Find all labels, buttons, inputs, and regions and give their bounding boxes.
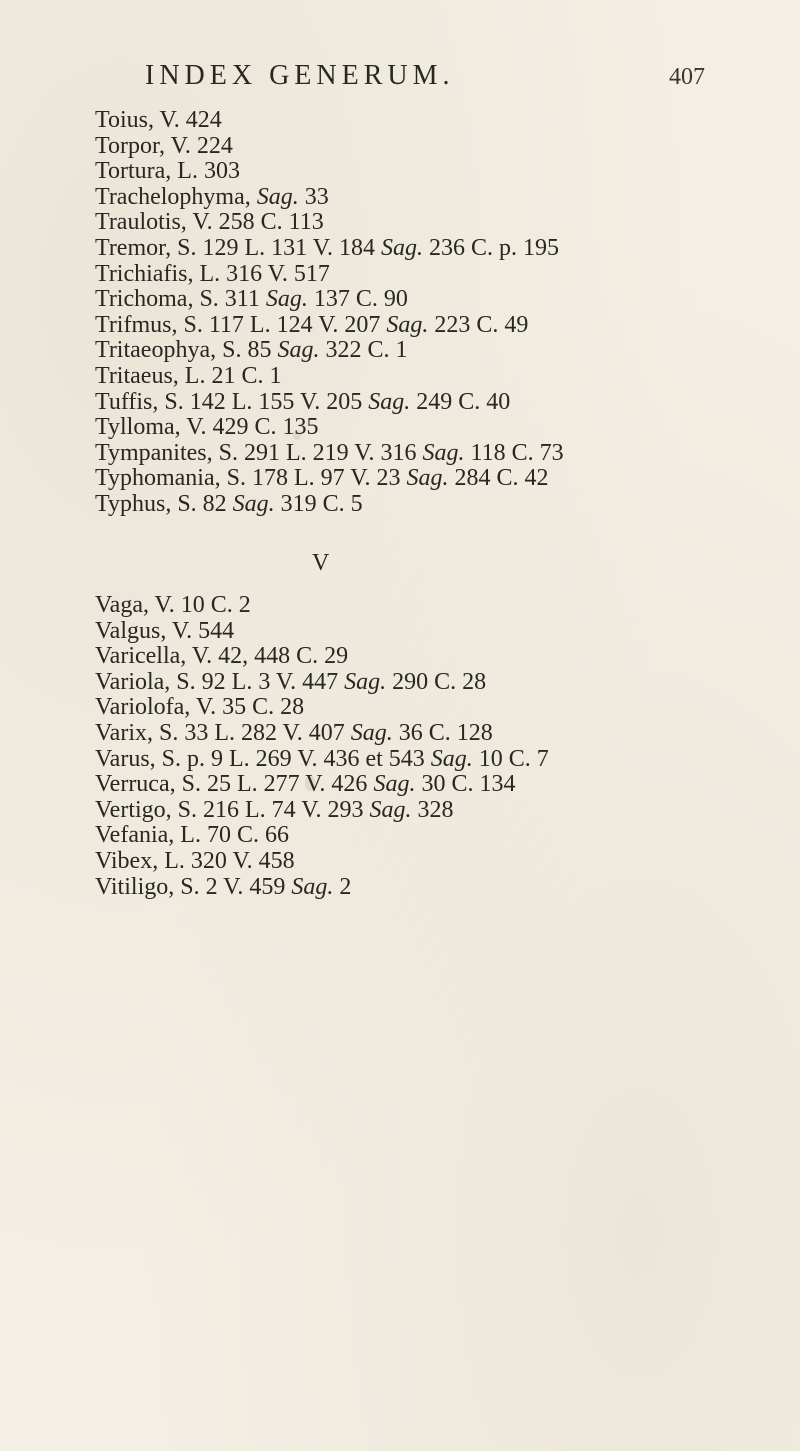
index-entry: Vibex, L. 320 V. 458 [95, 847, 295, 874]
index-entry: Tuffis, S. 142 L. 155 V. 205 Sag. 249 C. 40 [95, 388, 511, 415]
section-letter-v: V [312, 550, 330, 576]
index-entry: Vitiligo, S. 2 V. 459 Sag. 2 [95, 873, 352, 900]
index-entry: Toius, V. 424 [95, 107, 222, 133]
index-entry: Tritaeus, L. 21 C. 1 [95, 362, 282, 389]
index-entry: Tylloma, V. 429 C. 135 [95, 414, 319, 441]
index-entry: Vefania, L. 70 C. 66 [95, 822, 289, 849]
page-header [145, 60, 705, 100]
index-entry: Varus, S. p. 9 L. 269 V. 436 et 543 Sag. 10 C. 7 [95, 745, 549, 772]
index-entry: Typhus, S. 82 Sag. 319 C. 5 [95, 490, 363, 517]
page-number: 407 [669, 64, 705, 90]
index-entry: Variola, S. 92 L. 3 V. 447 Sag. 290 C. 28 [95, 668, 487, 695]
index-entry: Varix, S. 33 L. 282 V. 407 Sag. 36 C. 128 [95, 719, 493, 746]
index-entry: Tritaeophya, S. 85 Sag. 322 C. 1 [95, 337, 408, 364]
index-entry: Verruca, S. 25 L. 277 V. 426 Sag. 30 C. 134 [95, 771, 516, 798]
index-entry: Typhomania, S. 178 L. 97 V. 23 Sag. 284 C. 42 [95, 465, 549, 492]
index-entry: Trichoma, S. 311 Sag. 137 C. 90 [95, 286, 408, 313]
index-entry: Varicella, V. 42, 448 C. 29 [95, 643, 349, 670]
index-entry: Traulotis, V. 258 C. 113 [95, 209, 324, 236]
index-title: INDEX GENERUM. [145, 60, 455, 91]
index-entry: Trachelophyma, Sag. 33 [95, 183, 329, 210]
index-entry: Vertigo, S. 216 L. 74 V. 293 Sag. 328 [95, 796, 454, 823]
index-entry: Tremor, S. 129 L. 131 V. 184 Sag. 236 C. p. 195 [95, 234, 559, 261]
index-entry: Trichiafis, L. 316 V. 517 [95, 260, 330, 287]
entries-t-list [95, 108, 775, 518]
index-entry: Tortura, L. 303 [95, 158, 240, 185]
index-entry: Trifmus, S. 117 L. 124 V. 207 Sag. 223 C. 49 [95, 311, 529, 338]
entries-v-list [95, 593, 775, 900]
index-entry: Tympanites, S. 291 L. 219 V. 316 Sag. 118 C. 73 [95, 439, 564, 466]
index-entry: Valgus, V. 544 [95, 617, 235, 644]
index-entry: Variolofa, V. 35 C. 28 [95, 694, 305, 721]
index-entry: Vaga, V. 10 C. 2 [95, 592, 251, 618]
index-entry: Torpor, V. 224 [95, 132, 233, 159]
